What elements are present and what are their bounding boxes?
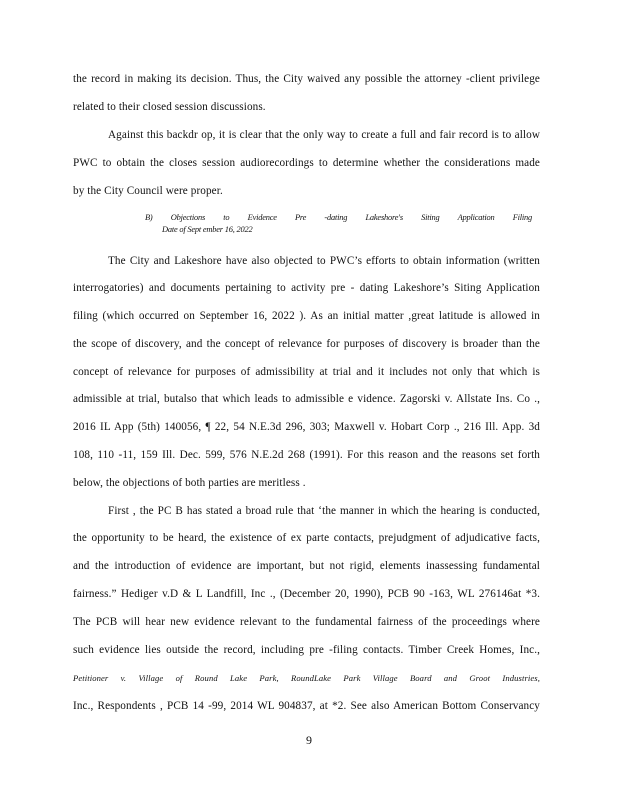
body-text-line: below, the objections of both parties are meritless . <box>73 477 306 489</box>
body-text-line: such evidence lies outside the record, including pre -filing contacts. Timber Creek Homes, Inc., <box>73 644 540 656</box>
section-heading: B) Objections to Evidence Pre -dating Lakeshore's Siting Application Filing <box>145 213 532 222</box>
body-text-line: the scope of discovery, and the concept of relevance for purposes of discovery is broader than the <box>73 338 540 350</box>
body-text-line: 2016 IL App (5th) 140056, ¶ 22, 54 N.E.3d 296, 303; Maxwell v. Hobart Corp ., 216 Ill. App. 3d <box>73 421 540 433</box>
body-text-line: the opportunity to be heard, the existence of ex parte contacts, prejudgment of adjudicative facts, <box>73 532 540 544</box>
body-text-line: related to their closed session discussions. <box>73 101 266 113</box>
body-text-line: filing (which occurred on September 16, 2022 ). As an initial matter ,great latitude is allowed in <box>73 310 540 322</box>
section-heading-continued: Date of Sept ember 16, 2022 <box>162 225 253 234</box>
body-text-line: Petitioner v. Village of Round Lake Park, RoundLake Park Village Board and Groot Industries, <box>73 673 540 683</box>
page-number: 9 <box>306 733 312 747</box>
body-text-line: the record in making its decision. Thus, the City waived any possible the attorney -client privilege <box>73 73 540 85</box>
body-text-line: concept of relevance for purposes of admissibility at trial and it includes not only that which is <box>73 366 540 378</box>
body-text-line: Against this backdr op, it is clear that the only way to create a full and fair record is to allow <box>108 129 540 141</box>
body-text-line: by the City Council were proper. <box>73 185 223 197</box>
body-text-line: First , the PC B has stated a broad rule that ‘the manner in which the hearing is conducted, <box>108 505 540 517</box>
body-text-line: The PCB will hear new evidence relevant to the fundamental fairness of the proceedings where <box>73 616 540 628</box>
body-text-line: interrogatories) and documents pertaining to activity pre - dating Lakeshore’s Siting Application <box>73 282 540 294</box>
body-text-line: admissible at trial, butalso that which leads to admissible e vidence. Zagorski v. Allstate Ins. Co ., <box>73 393 540 405</box>
body-text-line: 108, 110 -11, 159 Ill. Dec. 599, 576 N.E.2d 268 (1991). For this reason and the reasons set forth <box>73 449 540 461</box>
body-text-line: fairness.” Hediger v.D & L Landfill, Inc ., (December 20, 1990), PCB 90 -163, WL 276146at *3. <box>73 588 540 600</box>
body-text-line: and the introduction of evidence are important, but not rigid, elements inassessing fundamental <box>73 560 540 572</box>
body-text-line: PWC to obtain the closes session audiorecordings to determine whether the considerations made <box>73 157 540 169</box>
body-text-line: The City and Lakeshore have also objected to PWC’s efforts to obtain information (written <box>108 255 540 267</box>
body-text-line: Inc., Respondents , PCB 14 -99, 2014 WL 904837, at *2. See also American Bottom Conservancy <box>73 700 540 712</box>
